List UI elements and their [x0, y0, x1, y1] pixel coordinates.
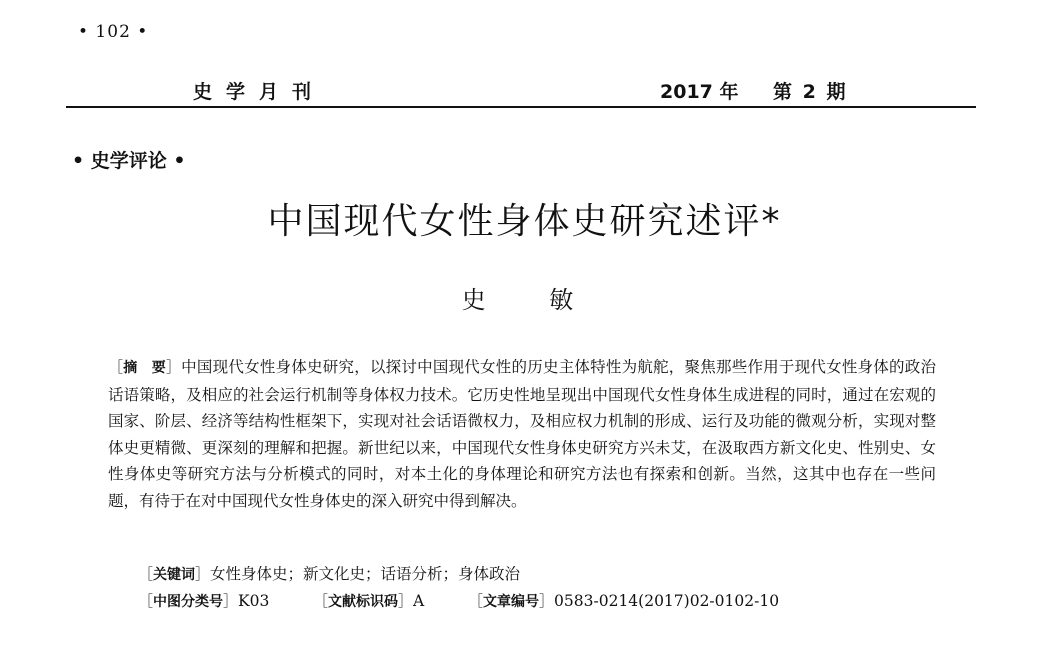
clc-label: 中图分类号	[153, 594, 224, 610]
article-no-value: 0583-0214(2017)02-0102-10	[554, 592, 780, 610]
keywords-label: 关键词	[153, 567, 196, 583]
keywords-line: ［关键词］女性身体史；新文化史；话语分析；身体政治	[138, 565, 521, 583]
article-no-item: ［文章编号］0583-0214(2017)02-0102-10	[468, 592, 780, 610]
author-name: 史 敏	[461, 286, 602, 314]
doc-code-item: ［文献标识码］A	[313, 592, 425, 610]
header-rule	[66, 106, 976, 108]
doc-code-label: 文献标识码	[328, 594, 399, 610]
page-number: • 102 •	[78, 22, 149, 42]
article-no-label: 文章编号	[483, 594, 540, 610]
issue-year: 2017 年	[660, 81, 739, 103]
clc-value: K03	[238, 592, 270, 610]
article-metadata-line	[138, 590, 779, 611]
abstract-text: 中国现代女性身体史研究，以探讨中国现代女性的历史主体特性为航舵，聚焦那些作用于现代女性身体的政治话语策略，及相应的社会运行机制等身体权力技术。它历史性地呈现出中国现代女性身体生成进程的同时，通过在宏观的国家、阶层、经济等结构性框架下，实现对社会话语微权力，及相应权力机制的形成、运行及功能的微观分析，实现对整体史更精微、更深刻的理解和把握。新世纪以来，中国现代女性身体史研究方兴未艾，在汲取西方新文化史、性别史、女性身体史等研究方法与分析模式的同时，对本土化的身体理论和研究方法也有探索和创新。当然，这其中也存在一些问题，有待于在对中国现代女性身体史的深入研究中得到解决。	[108, 358, 936, 510]
keywords-text: 女性身体史；新文化史；话语分析；身体政治	[210, 565, 521, 583]
clc-item: ［中图分类号］K03	[138, 592, 270, 610]
section-label: • 史学评论 •	[72, 150, 186, 172]
abstract-label: 摘 要	[123, 360, 166, 376]
issue-number: 第 2 期	[773, 81, 848, 103]
article-title: 中国现代女性身体史研究述评*	[267, 201, 782, 242]
doc-code-value: A	[413, 592, 425, 610]
journal-name: 史学月刊	[193, 81, 326, 103]
abstract-paragraph: ［摘 要］中国现代女性身体史研究，以探讨中国现代女性的历史主体特性为航舵，聚焦那些作用于现代女性身体的政治话语策略，及相应的社会运行机制等身体权力技术。它历史性地呈现出中国现代女性身体生成进程的同时，通过在宏观的国家、阶层、经济等结构性框架下，实现对社会话语微权力，及相应权力机制的形成、运行及功能的微观分析，实现对整体史更精微、更深刻的理解和把握。新世纪以来，中国现代女性身体史研究方兴未艾，在汲取西方新文化史、性别史、女性身体史等研究方法与分析模式的同时，对本土化的身体理论和研究方法也有探索和创新。当然，这其中也存在一些问题，有待于在对中国现代女性身体史的深入研究中得到解决。	[108, 358, 936, 510]
